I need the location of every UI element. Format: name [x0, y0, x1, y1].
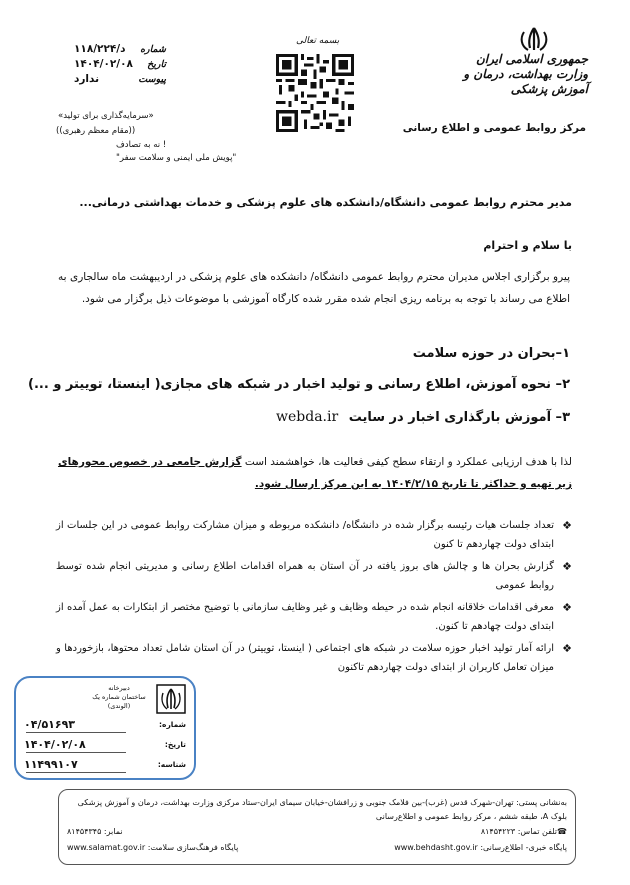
footer-news-site-label: پایگاه خبری- اطلاع‌رسانی: [480, 843, 567, 852]
footer-news-site [394, 843, 567, 857]
stamp-divider [26, 732, 126, 733]
qr-code-icon [276, 54, 354, 132]
list-item-text: ارائه آمار تولید اخبار حوزه سلامت در شبکه های اجتماعی ( اینستا، توییتر) در آن استان شامل تعداد محتوها، بازخوردها و میزان تعامل کاربران از ابتدای دولت چهاردهم تاکنون [56, 643, 554, 673]
stamp-id-value: ۱۱۴۹۹۱۰۷ [24, 757, 78, 771]
stamp-date-value: ۱۴۰۴/۰۲/۰۸ [24, 737, 86, 751]
stamp-org [84, 684, 154, 711]
list-item-text: گزارش بحران ها و چالش های بروز یافته در آن استان به همراه اقدامات اطلاع رسانی و مدیریتی انجام شده توسط روابط عمومی [56, 561, 554, 591]
stamp-org-line-1: دبیرخانه [108, 684, 130, 692]
stamp-org-line-2: ساختمان شماره یک [92, 693, 146, 701]
footer-culture-site-label: پایگاه فرهنگ‌سازی سلامت: [147, 843, 239, 852]
stamp-org-line-3: (الوندی) [107, 702, 131, 710]
footer-news-site-link[interactable]: www.behdasht.gov.ir [394, 843, 478, 852]
letter-paragraph-1: پیرو برگزاری اجلاس مدیران محترم روابط عمومی دانشگاه/ دانشکده های علوم پزشکی در اردیبهشت ماه سالجاری به اطلاع می رساند با توجه به برنامه ریزی انجام شده مقرر شده کارگاه آموزشی با موضوعات ذیل برگزار می شود. [58, 271, 570, 305]
stamp-divider [26, 752, 126, 753]
list-item-text: تعداد جلسات هیات رئیسه برگزار شده در دانشگاه/ دانشکده مربوطه و میزان مشارکت روابط عمومی در این جلسات از ابتدای دولت چهاردهم تا کنون [56, 520, 554, 550]
paragraph-2-intro: لذا با هدف ارزیابی عملکرد و ارتقاء سطح کیفی فعالیت ها، خواهشمند است [241, 456, 572, 468]
stamp-number-label: شماره: [159, 719, 186, 729]
meta-number-row [74, 42, 166, 57]
stamp-id-label: شناسه: [157, 759, 186, 769]
list-item [56, 639, 572, 677]
footer-phone: ☎تلفن تماس: ۸۱۴۵۴۲۲۳ [480, 827, 567, 836]
letter-paragraph-2 [56, 451, 572, 495]
slogan-attribution: ((مقام معظم رهبری)) [56, 126, 136, 136]
diamond-bullet-icon: ❖ [562, 560, 572, 573]
ministry-logo-icon [156, 684, 186, 714]
slogan-no-accident: ! نه به تصادف [116, 140, 167, 150]
registry-stamp [14, 676, 196, 780]
letter-footer [58, 789, 576, 865]
stamp-number-value: ۰۴/۵۱۶۹۳ [24, 717, 76, 731]
report-items-list [56, 516, 572, 680]
topic-item-3 [276, 409, 570, 425]
slogan-travel-safety: "پویش ملی ایمنی و سلامت سفر" [116, 153, 237, 163]
meta-date-value: ۱۴۰۴/۰۲/۰۸ [74, 58, 133, 70]
stamp-divider [26, 772, 126, 773]
basmala: بسمه تعالی [296, 36, 340, 46]
letter-recipient: مدیر محترم روابط عمومی دانشگاه/دانشکده های علوم پزشکی و خدمات بهداشتی درمانی... [79, 196, 572, 209]
footer-address: به‌نشانی پستی: تهران-شهرک قدس (غرب)-بین فلامک جنوبی و زرافشان-خیابان سیمای ایران-ستاد مرکزی وزارت بهداشت، درمان و آموزش پزشکی بلوک A، طبقه ششم ، مرکز روابط عمومی و اطلاع‌رسانی [77, 798, 567, 821]
iran-emblem-icon [516, 26, 552, 54]
meta-date-row [74, 57, 166, 72]
list-item [56, 598, 572, 636]
ministry-title [448, 52, 588, 97]
footer-sites-row [67, 843, 567, 857]
meta-attachment-row [74, 72, 166, 87]
footer-culture-site [67, 843, 238, 857]
slogan-investment: «سرمایه‌گذاری برای تولید» [58, 111, 154, 121]
footer-fax: نمابر: ۸۱۴۵۴۳۴۵ [67, 827, 123, 836]
topic-item-2: ۲– نحوه آموزش، اطلاع رسانی و تولید اخبار در شبکه های مجازی( اینستا، توییتر و ...) [28, 377, 570, 392]
paragraph-2-request: گزارش جامعی در خصوص محورهای زیر تهیه و حداکثر تا تاریخ ۱۴۰۴/۲/۱۵ به این مرکز ارسال شود. [57, 456, 572, 490]
topic-item-1: ۱–بحران در حوزه سلامت [412, 346, 570, 361]
list-item-text: معرفی اقدامات خلاقانه انجام شده در حیطه وظایف و غیر وظایف سازمانی با توضیح مختصر از ابتکارات به عمل آمده از ابتدای دولت چهادهم تا کنون. [56, 602, 554, 632]
letter-greeting: با سلام و احترام [483, 239, 572, 252]
stamp-id-row [24, 756, 186, 772]
stamp-date-row [24, 736, 186, 752]
diamond-bullet-icon: ❖ [562, 601, 572, 614]
stamp-number-row [24, 716, 186, 732]
footer-contact-row [67, 827, 567, 841]
meta-attachment-label: پیوست [138, 74, 166, 85]
department-name: مرکز روابط عمومی و اطلاع رسانی [402, 122, 586, 134]
letter-meta [74, 42, 166, 87]
topic-item-3-url: webda.ir [276, 409, 339, 425]
footer-culture-site-link[interactable]: www.salamat.gov.ir [67, 843, 146, 852]
meta-number-value: د/۱۱۸/۲۲۴ [74, 43, 126, 55]
list-item [56, 516, 572, 554]
meta-date-label: تاریخ [147, 59, 166, 70]
diamond-bullet-icon: ❖ [562, 519, 572, 532]
meta-attachment-value: ندارد [74, 73, 100, 85]
meta-number-label: شماره [140, 44, 166, 55]
list-item [56, 557, 572, 595]
diamond-bullet-icon: ❖ [562, 642, 572, 655]
ministry-line-1: جمهوری اسلامی ایران [475, 52, 588, 66]
topic-item-3-text: ۳– آموزش بارگذاری اخبار در سایت [348, 410, 570, 425]
stamp-date-label: تاریخ: [164, 739, 186, 749]
ministry-line-2: وزارت بهداشت، درمان و آموزش پزشکی [463, 67, 588, 96]
